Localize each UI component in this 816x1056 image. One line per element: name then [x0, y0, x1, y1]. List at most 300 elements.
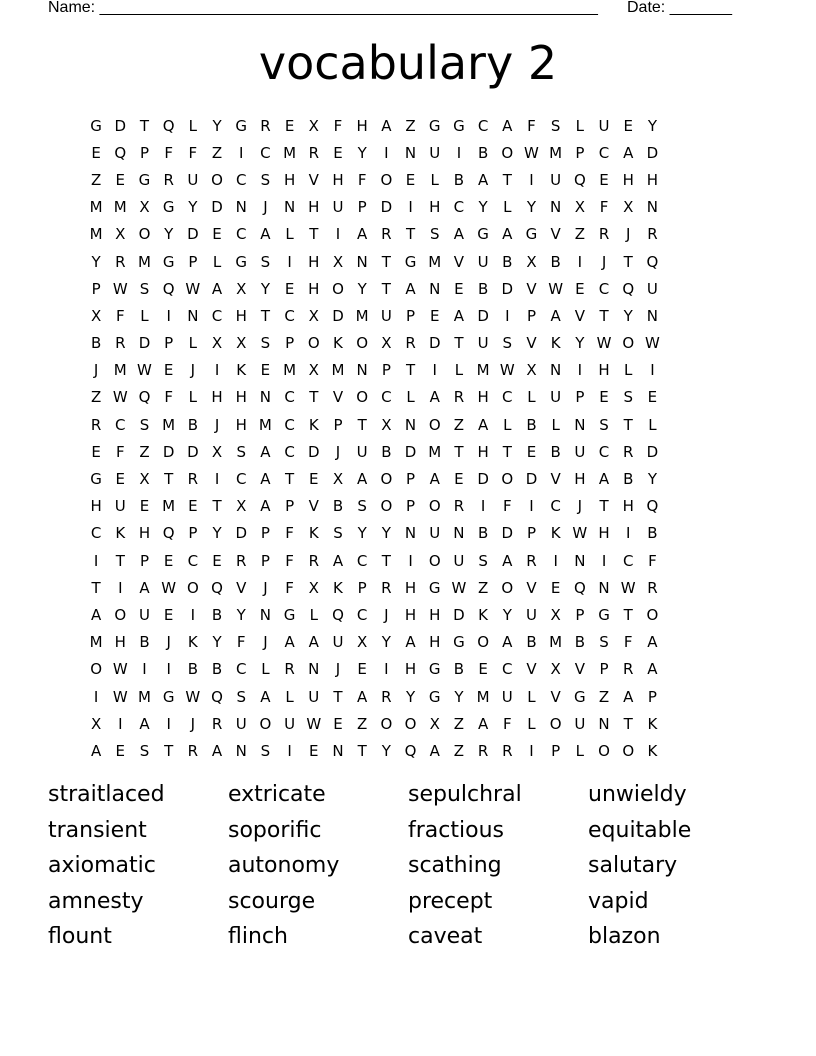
grid-letter[interactable]: B — [477, 524, 489, 543]
grid-letter[interactable]: I — [456, 143, 462, 162]
grid-letter[interactable]: C — [477, 116, 489, 135]
grid-letter[interactable]: A — [598, 470, 610, 489]
grid-letter[interactable]: R — [381, 687, 392, 706]
grid-letter[interactable]: G — [138, 170, 151, 189]
grid-letter[interactable]: E — [599, 170, 609, 189]
grid-letter[interactable]: E — [139, 497, 150, 516]
grid-letter[interactable]: A — [502, 551, 513, 570]
grid-letter[interactable]: H — [574, 470, 586, 489]
grid-letter[interactable]: A — [90, 605, 102, 624]
grid-letter[interactable]: E — [550, 578, 561, 597]
grid-letter[interactable]: A — [90, 741, 102, 760]
grid-letter[interactable]: T — [599, 497, 609, 516]
grid-letter[interactable]: Q — [332, 605, 344, 624]
grid-letter[interactable]: A — [260, 442, 271, 461]
grid-letter[interactable]: H — [598, 361, 610, 380]
grid-letter[interactable]: B — [187, 415, 198, 434]
grid-letter[interactable]: R — [308, 551, 319, 570]
grid-letter[interactable]: T — [357, 415, 367, 434]
grid-letter[interactable]: E — [478, 660, 488, 679]
grid-letter[interactable]: R — [115, 334, 126, 353]
grid-letter[interactable]: A — [357, 687, 368, 706]
grid-letter[interactable]: W — [185, 687, 201, 706]
grid-letter[interactable]: S — [478, 551, 488, 570]
grid-letter[interactable]: U — [114, 497, 126, 516]
grid-letter[interactable]: L — [503, 415, 512, 434]
grid-letter[interactable]: E — [212, 551, 222, 570]
grid-letter[interactable]: G — [404, 252, 417, 271]
grid-letter[interactable]: U — [598, 116, 610, 135]
grid-letter[interactable]: T — [502, 442, 512, 461]
grid-letter[interactable]: G — [428, 660, 441, 679]
grid-letter[interactable]: R — [381, 225, 392, 244]
grid-letter[interactable]: O — [259, 714, 272, 733]
grid-letter[interactable]: R — [623, 660, 634, 679]
grid-letter[interactable]: I — [166, 714, 171, 733]
grid-letter[interactable]: E — [115, 470, 126, 489]
grid-letter[interactable]: B — [574, 633, 585, 652]
grid-letter[interactable]: X — [236, 497, 247, 516]
grid-letter[interactable]: M — [476, 687, 490, 706]
grid-letter[interactable]: A — [453, 306, 465, 325]
grid-letter[interactable]: K — [333, 578, 343, 597]
grid-letter[interactable]: K — [478, 605, 489, 624]
grid-letter[interactable]: S — [260, 334, 271, 353]
grid-letter[interactable]: I — [287, 252, 292, 271]
grid-letter[interactable]: U — [574, 442, 586, 461]
grid-letter[interactable]: D — [138, 334, 151, 353]
grid-letter[interactable]: U — [477, 252, 489, 271]
grid-letter[interactable]: X — [236, 334, 247, 353]
grid-letter[interactable]: W — [572, 524, 588, 543]
grid-letter[interactable]: N — [550, 198, 562, 217]
grid-letter[interactable]: F — [285, 524, 294, 543]
grid-letter[interactable]: I — [480, 497, 486, 516]
grid-letter[interactable]: C — [284, 442, 295, 461]
grid-letter[interactable]: F — [164, 388, 173, 407]
grid-letter[interactable]: X — [550, 660, 561, 679]
grid-letter[interactable]: Y — [381, 633, 391, 652]
grid-letter[interactable]: P — [406, 306, 416, 325]
grid-letter[interactable]: I — [577, 252, 583, 271]
grid-letter[interactable]: V — [550, 687, 561, 706]
grid-letter[interactable]: Y — [260, 279, 270, 298]
grid-letter[interactable]: M — [355, 306, 369, 325]
grid-letter[interactable]: D — [308, 442, 320, 461]
grid-letter[interactable]: S — [236, 442, 246, 461]
grid-letter[interactable]: A — [139, 578, 150, 597]
grid-letter[interactable]: H — [404, 578, 417, 597]
grid-letter[interactable]: W — [596, 334, 612, 353]
grid-letter[interactable]: V — [574, 660, 585, 679]
grid-letter[interactable]: E — [212, 225, 222, 244]
grid-letter[interactable]: Z — [405, 116, 416, 135]
grid-letter[interactable]: K — [647, 741, 658, 760]
grid-letter[interactable]: H — [235, 306, 247, 325]
grid-letter[interactable]: J — [190, 361, 196, 380]
grid-letter[interactable]: C — [598, 279, 610, 298]
grid-letter[interactable]: B — [211, 605, 223, 624]
grid-letter[interactable]: D — [501, 524, 514, 543]
grid-letter[interactable]: Z — [574, 225, 585, 244]
grid-letter[interactable]: Y — [454, 687, 464, 706]
grid-letter[interactable]: D — [477, 306, 489, 325]
grid-letter[interactable]: R — [502, 741, 513, 760]
grid-letter[interactable]: L — [212, 252, 222, 271]
grid-letter[interactable]: W — [451, 578, 467, 597]
grid-letter[interactable]: N — [259, 388, 272, 407]
grid-letter[interactable]: L — [527, 714, 536, 733]
grid-letter[interactable]: H — [283, 170, 296, 189]
grid-letter[interactable]: T — [309, 225, 319, 244]
grid-letter[interactable]: F — [502, 497, 512, 516]
grid-letter[interactable]: Z — [90, 388, 102, 407]
grid-letter[interactable]: Z — [453, 741, 465, 760]
grid-letter[interactable]: T — [454, 442, 464, 461]
grid-letter[interactable]: A — [502, 225, 513, 244]
grid-letter[interactable]: K — [550, 334, 561, 353]
grid-letter[interactable]: W — [112, 388, 128, 407]
grid-letter[interactable]: T — [623, 605, 633, 624]
grid-letter[interactable]: P — [188, 524, 198, 543]
grid-letter[interactable]: U — [187, 170, 199, 189]
grid-letter[interactable]: N — [235, 198, 247, 217]
grid-letter[interactable]: D — [187, 442, 199, 461]
grid-letter[interactable]: V — [526, 578, 537, 597]
grid-letter[interactable]: R — [115, 252, 126, 271]
grid-letter[interactable]: I — [93, 687, 99, 706]
grid-letter[interactable]: W — [137, 361, 152, 380]
grid-letter[interactable]: O — [356, 334, 369, 353]
grid-letter[interactable]: U — [356, 442, 368, 461]
grid-letter[interactable]: A — [502, 633, 513, 652]
grid-letter[interactable]: D — [211, 198, 223, 217]
grid-letter[interactable]: V — [308, 497, 319, 516]
grid-letter[interactable]: Q — [211, 578, 223, 597]
grid-letter[interactable]: L — [527, 687, 536, 706]
grid-letter[interactable]: A — [623, 687, 634, 706]
grid-letter[interactable]: D — [428, 334, 441, 353]
grid-letter[interactable]: Y — [381, 524, 391, 543]
grid-letter[interactable]: T — [357, 741, 367, 760]
grid-letter[interactable]: N — [404, 415, 417, 434]
grid-letter[interactable]: Y — [188, 198, 198, 217]
grid-letter[interactable]: X — [115, 225, 126, 244]
grid-letter[interactable]: N — [235, 741, 247, 760]
grid-letter[interactable]: P — [575, 143, 585, 162]
grid-letter[interactable]: W — [499, 361, 515, 380]
grid-letter[interactable]: V — [526, 279, 537, 298]
grid-letter[interactable]: L — [261, 660, 270, 679]
grid-letter[interactable]: I — [529, 497, 534, 516]
grid-letter[interactable]: Q — [162, 524, 175, 543]
grid-letter[interactable]: M — [89, 225, 103, 244]
grid-letter[interactable]: J — [601, 252, 607, 271]
grid-letter[interactable]: L — [575, 741, 585, 760]
grid-letter[interactable]: Q — [646, 252, 659, 271]
grid-letter[interactable]: L — [648, 415, 657, 434]
grid-letter[interactable]: L — [575, 116, 585, 135]
grid-letter[interactable]: H — [211, 388, 223, 407]
grid-letter[interactable]: H — [622, 170, 634, 189]
grid-letter[interactable]: F — [115, 442, 125, 461]
grid-letter[interactable]: O — [380, 170, 393, 189]
grid-letter[interactable]: R — [453, 388, 465, 407]
grid-letter[interactable]: G — [428, 116, 441, 135]
grid-letter[interactable]: R — [211, 714, 223, 733]
grid-letter[interactable]: K — [647, 714, 658, 733]
grid-letter[interactable]: N — [646, 198, 659, 217]
grid-letter[interactable]: O — [138, 225, 151, 244]
grid-letter[interactable]: K — [308, 524, 319, 543]
grid-letter[interactable]: A — [429, 741, 440, 760]
grid-letter[interactable]: D — [114, 116, 127, 135]
grid-letter[interactable]: E — [333, 143, 343, 162]
grid-letter[interactable]: O — [332, 279, 344, 298]
grid-letter[interactable]: O — [211, 170, 223, 189]
grid-letter[interactable]: H — [138, 524, 151, 543]
grid-letter[interactable]: L — [285, 225, 294, 244]
grid-letter[interactable]: W — [112, 279, 128, 298]
grid-letter[interactable]: U — [429, 524, 441, 543]
grid-letter[interactable]: W — [644, 334, 660, 353]
grid-letter[interactable]: I — [408, 551, 413, 570]
grid-letter[interactable]: I — [553, 551, 558, 570]
grid-letter[interactable]: V — [332, 388, 344, 407]
grid-letter[interactable]: B — [526, 415, 537, 434]
grid-letter[interactable]: F — [285, 551, 294, 570]
grid-letter[interactable]: A — [477, 170, 489, 189]
grid-letter[interactable]: T — [405, 361, 416, 380]
grid-letter[interactable]: Q — [114, 143, 127, 162]
grid-letter[interactable]: Y — [526, 198, 537, 217]
grid-letter[interactable]: U — [332, 633, 344, 652]
grid-letter[interactable]: I — [93, 551, 99, 570]
grid-letter[interactable]: Y — [575, 334, 585, 353]
grid-letter[interactable]: Y — [357, 143, 367, 162]
grid-letter[interactable]: U — [284, 714, 296, 733]
grid-letter[interactable]: X — [357, 633, 368, 652]
grid-letter[interactable]: G — [525, 225, 538, 244]
grid-letter[interactable]: C — [284, 415, 295, 434]
grid-letter[interactable]: R — [163, 170, 174, 189]
grid-letter[interactable]: U — [138, 605, 150, 624]
grid-letter[interactable]: U — [332, 198, 344, 217]
grid-letter[interactable]: S — [623, 388, 633, 407]
grid-letter[interactable]: V — [550, 470, 561, 489]
grid-letter[interactable]: C — [235, 170, 247, 189]
grid-letter[interactable]: N — [356, 252, 368, 271]
grid-letter[interactable]: X — [90, 714, 102, 733]
grid-letter[interactable]: Y — [357, 279, 367, 298]
grid-letter[interactable]: X — [139, 470, 150, 489]
grid-letter[interactable]: A — [405, 279, 416, 298]
grid-letter[interactable]: B — [477, 143, 489, 162]
grid-letter[interactable]: C — [598, 442, 610, 461]
grid-letter[interactable]: I — [214, 470, 220, 489]
grid-letter[interactable]: Q — [622, 279, 635, 298]
grid-letter[interactable]: V — [526, 660, 537, 679]
grid-letter[interactable]: T — [333, 687, 343, 706]
grid-letter[interactable]: I — [190, 605, 196, 624]
grid-letter[interactable]: X — [623, 198, 634, 217]
grid-letter[interactable]: N — [574, 415, 586, 434]
grid-letter[interactable]: H — [429, 605, 441, 624]
grid-letter[interactable]: H — [356, 116, 368, 135]
grid-letter[interactable]: T — [454, 334, 464, 353]
grid-letter[interactable]: P — [575, 388, 585, 407]
grid-letter[interactable]: O — [404, 714, 417, 733]
grid-letter[interactable]: U — [574, 714, 586, 733]
grid-letter[interactable]: X — [308, 578, 319, 597]
grid-letter[interactable]: A — [453, 225, 465, 244]
grid-letter[interactable]: D — [525, 470, 538, 489]
grid-letter[interactable]: G — [428, 578, 441, 597]
grid-letter[interactable]: H — [429, 198, 441, 217]
grid-letter[interactable]: K — [550, 524, 561, 543]
grid-letter[interactable]: M — [283, 361, 297, 380]
grid-letter[interactable]: M — [283, 143, 297, 162]
grid-letter[interactable]: X — [332, 252, 344, 271]
grid-letter[interactable]: H — [622, 497, 634, 516]
grid-letter[interactable]: C — [187, 551, 199, 570]
grid-letter[interactable]: I — [335, 225, 341, 244]
grid-letter[interactable]: I — [577, 361, 583, 380]
grid-letter[interactable]: P — [333, 415, 343, 434]
grid-letter[interactable]: O — [90, 660, 102, 679]
grid-letter[interactable]: Y — [647, 470, 657, 489]
grid-letter[interactable]: C — [90, 524, 102, 543]
grid-letter[interactable]: G — [90, 116, 102, 135]
grid-letter[interactable]: T — [381, 279, 391, 298]
grid-letter[interactable]: G — [162, 687, 175, 706]
grid-letter[interactable]: X — [236, 279, 247, 298]
grid-letter[interactable]: L — [188, 388, 198, 407]
grid-letter[interactable]: E — [429, 306, 440, 325]
grid-letter[interactable]: O — [307, 334, 320, 353]
grid-letter[interactable]: I — [214, 361, 220, 380]
grid-letter[interactable]: G — [428, 687, 441, 706]
grid-letter[interactable]: Y — [502, 605, 512, 624]
grid-letter[interactable]: A — [357, 470, 368, 489]
grid-letter[interactable]: Q — [404, 741, 417, 760]
grid-letter[interactable]: F — [236, 633, 246, 652]
grid-letter[interactable]: D — [235, 524, 247, 543]
grid-letter[interactable]: A — [477, 415, 489, 434]
grid-letter[interactable]: N — [646, 306, 659, 325]
grid-letter[interactable]: H — [90, 497, 102, 516]
grid-letter[interactable]: N — [404, 143, 417, 162]
grid-letter[interactable]: E — [333, 714, 343, 733]
grid-letter[interactable]: C — [211, 306, 223, 325]
grid-letter[interactable]: N — [598, 714, 610, 733]
grid-letter[interactable]: C — [598, 143, 610, 162]
grid-letter[interactable]: I — [650, 361, 655, 380]
grid-letter[interactable]: B — [211, 660, 223, 679]
grid-letter[interactable]: X — [332, 470, 344, 489]
grid-letter[interactable]: Y — [236, 605, 246, 624]
grid-letter[interactable]: P — [260, 551, 270, 570]
grid-letter[interactable]: E — [163, 605, 174, 624]
grid-letter[interactable]: U — [550, 388, 562, 407]
grid-letter[interactable]: T — [623, 714, 633, 733]
grid-letter[interactable]: U — [235, 714, 247, 733]
grid-letter[interactable]: E — [260, 361, 271, 380]
grid-letter[interactable]: S — [550, 116, 561, 135]
grid-letter[interactable]: C — [115, 415, 126, 434]
grid-letter[interactable]: T — [599, 306, 609, 325]
grid-letter[interactable]: A — [308, 633, 319, 652]
grid-letter[interactable]: R — [623, 442, 634, 461]
grid-letter[interactable]: R — [647, 225, 658, 244]
grid-letter[interactable]: V — [526, 334, 537, 353]
grid-letter[interactable]: B — [332, 497, 344, 516]
grid-letter[interactable]: F — [599, 198, 609, 217]
grid-letter[interactable]: B — [453, 660, 465, 679]
grid-letter[interactable]: P — [406, 497, 416, 516]
grid-letter[interactable]: A — [429, 388, 440, 407]
grid-letter[interactable]: E — [163, 551, 174, 570]
grid-letter[interactable]: J — [263, 578, 268, 597]
grid-letter[interactable]: A — [502, 116, 513, 135]
grid-letter[interactable]: R — [477, 741, 489, 760]
grid-letter[interactable]: M — [162, 415, 176, 434]
grid-letter[interactable]: K — [115, 524, 126, 543]
grid-letter[interactable]: P — [575, 605, 585, 624]
grid-letter[interactable]: R — [187, 741, 199, 760]
grid-letter[interactable]: Z — [598, 687, 610, 706]
grid-letter[interactable]: H — [308, 252, 320, 271]
grid-letter[interactable]: L — [551, 415, 560, 434]
grid-letter[interactable]: O — [501, 470, 514, 489]
grid-letter[interactable]: H — [429, 633, 441, 652]
grid-letter[interactable]: L — [624, 361, 633, 380]
grid-letter[interactable]: S — [260, 741, 271, 760]
grid-letter[interactable]: J — [577, 497, 583, 516]
grid-letter[interactable]: W — [161, 578, 177, 597]
grid-letter[interactable]: O — [380, 470, 393, 489]
grid-letter[interactable]: D — [477, 470, 489, 489]
grid-letter[interactable]: F — [648, 551, 657, 570]
grid-letter[interactable]: O — [428, 415, 441, 434]
grid-letter[interactable]: D — [404, 442, 417, 461]
grid-letter[interactable]: F — [164, 143, 173, 162]
grid-letter[interactable]: O — [428, 497, 441, 516]
grid-letter[interactable]: H — [308, 198, 320, 217]
grid-letter[interactable]: P — [381, 361, 391, 380]
grid-letter[interactable]: J — [384, 605, 389, 624]
grid-letter[interactable]: C — [356, 605, 368, 624]
grid-letter[interactable]: T — [381, 551, 391, 570]
grid-letter[interactable]: Q — [162, 279, 175, 298]
grid-letter[interactable]: E — [91, 143, 101, 162]
grid-letter[interactable]: L — [140, 306, 149, 325]
grid-letter[interactable]: H — [404, 660, 417, 679]
grid-letter[interactable]: R — [405, 334, 416, 353]
grid-letter[interactable]: Q — [573, 170, 586, 189]
grid-letter[interactable]: E — [115, 741, 126, 760]
grid-letter[interactable]: L — [503, 198, 512, 217]
grid-letter[interactable]: X — [211, 334, 223, 353]
grid-letter[interactable]: G — [453, 633, 465, 652]
grid-letter[interactable]: N — [429, 279, 441, 298]
grid-letter[interactable]: K — [187, 633, 198, 652]
grid-letter[interactable]: C — [550, 497, 561, 516]
grid-letter[interactable]: M — [137, 252, 151, 271]
grid-letter[interactable]: E — [284, 116, 295, 135]
grid-letter[interactable]: B — [550, 252, 561, 271]
grid-letter[interactable]: G — [162, 198, 175, 217]
